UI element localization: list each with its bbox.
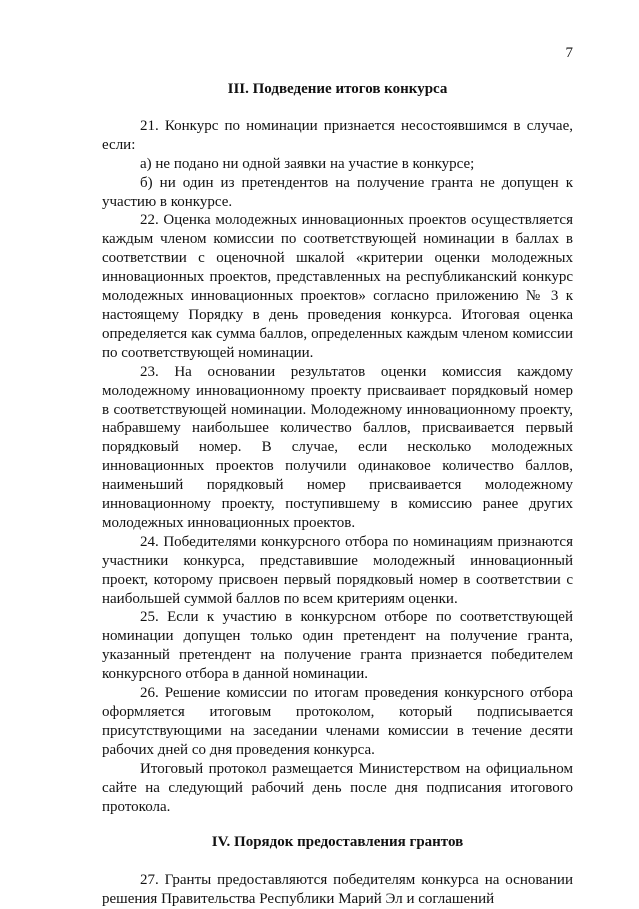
paragraph-27: 27. Гранты предоставляются победителям конкурса на основании решения Правительства Республики Марий Эл и соглашений [102,872,573,908]
paragraph-22: 22. Оценка молодежных инновационных проектов осуществляется каждым членом комиссии по соответствующей номинации в баллах в соответствии с оценочной шкалой «критерии оценки молодежных инновационных проектов, представленных на республиканский конкурс молодежных инновационных проектов» согласно приложению № 3 к настоящему Порядку в день проведения конкурса. Итоговая оценка определяется как сумма баллов, определенных каждым членом комиссии по соответствующей номинации. [102,212,573,361]
section-4-title: IV. Порядок предоставления грантов [211,834,464,851]
document-body [102,80,573,909]
paragraph-21-a: а) не подано ни одной заявки на участие в конкурсе; [140,155,475,172]
paragraph-23: 23. На основании результатов оценки комиссия каждому молодежному инновационному проекту присваивает порядковый номер в соответствующей номинации. Молодежному инновационному проекту, набравшему наибольшее количество баллов, присваивается первый порядковый номер. В случае, если несколько молодежных инновационных проектов получили одинаковое количество баллов, наименьший порядковый номер присваивается молодежному инновационному проекту, поступившему в комиссию ранее других молодежных инновационных проектов. [102,363,573,531]
paragraph-21: 21. Конкурс по номинации признается несостоявшимся в случае, если: [102,117,573,153]
paragraph-25: 25. Если к участию в конкурсном отборе по соответствующей номинации допущен только один претендент на получение гранта, указанный претендент на получение гранта признается победителем конкурсного отбора в данной номинации. [102,609,573,683]
section-3-title: III. Подведение итогов конкурса [227,81,448,97]
paragraph-21-b: б) ни один из претендентов на получение гранта не допущен к участию в конкурсе. [102,174,573,210]
paragraph-26-protocol: Итоговый протокол размещается Министерством на официальном сайте на следующий рабочий день после дня подписания итогового протокола. [102,760,573,815]
paragraph-26: 26. Решение комиссии по итогам проведения конкурсного отбора оформляется итоговым протоколом, который подписывается присутствующими на заседании членами комиссии в течение десяти рабочих дней со дня проведения конкурса. [102,685,573,758]
page-number: 7 [565,45,573,61]
paragraph-24: 24. Победителями конкурсного отбора по номинациям признаются участники конкурса, представившие молодежный инновационный проект, которому присвоен первый порядковый номер в соответствии с наибольшей суммой баллов по всем критериям оценки. [102,533,573,607]
